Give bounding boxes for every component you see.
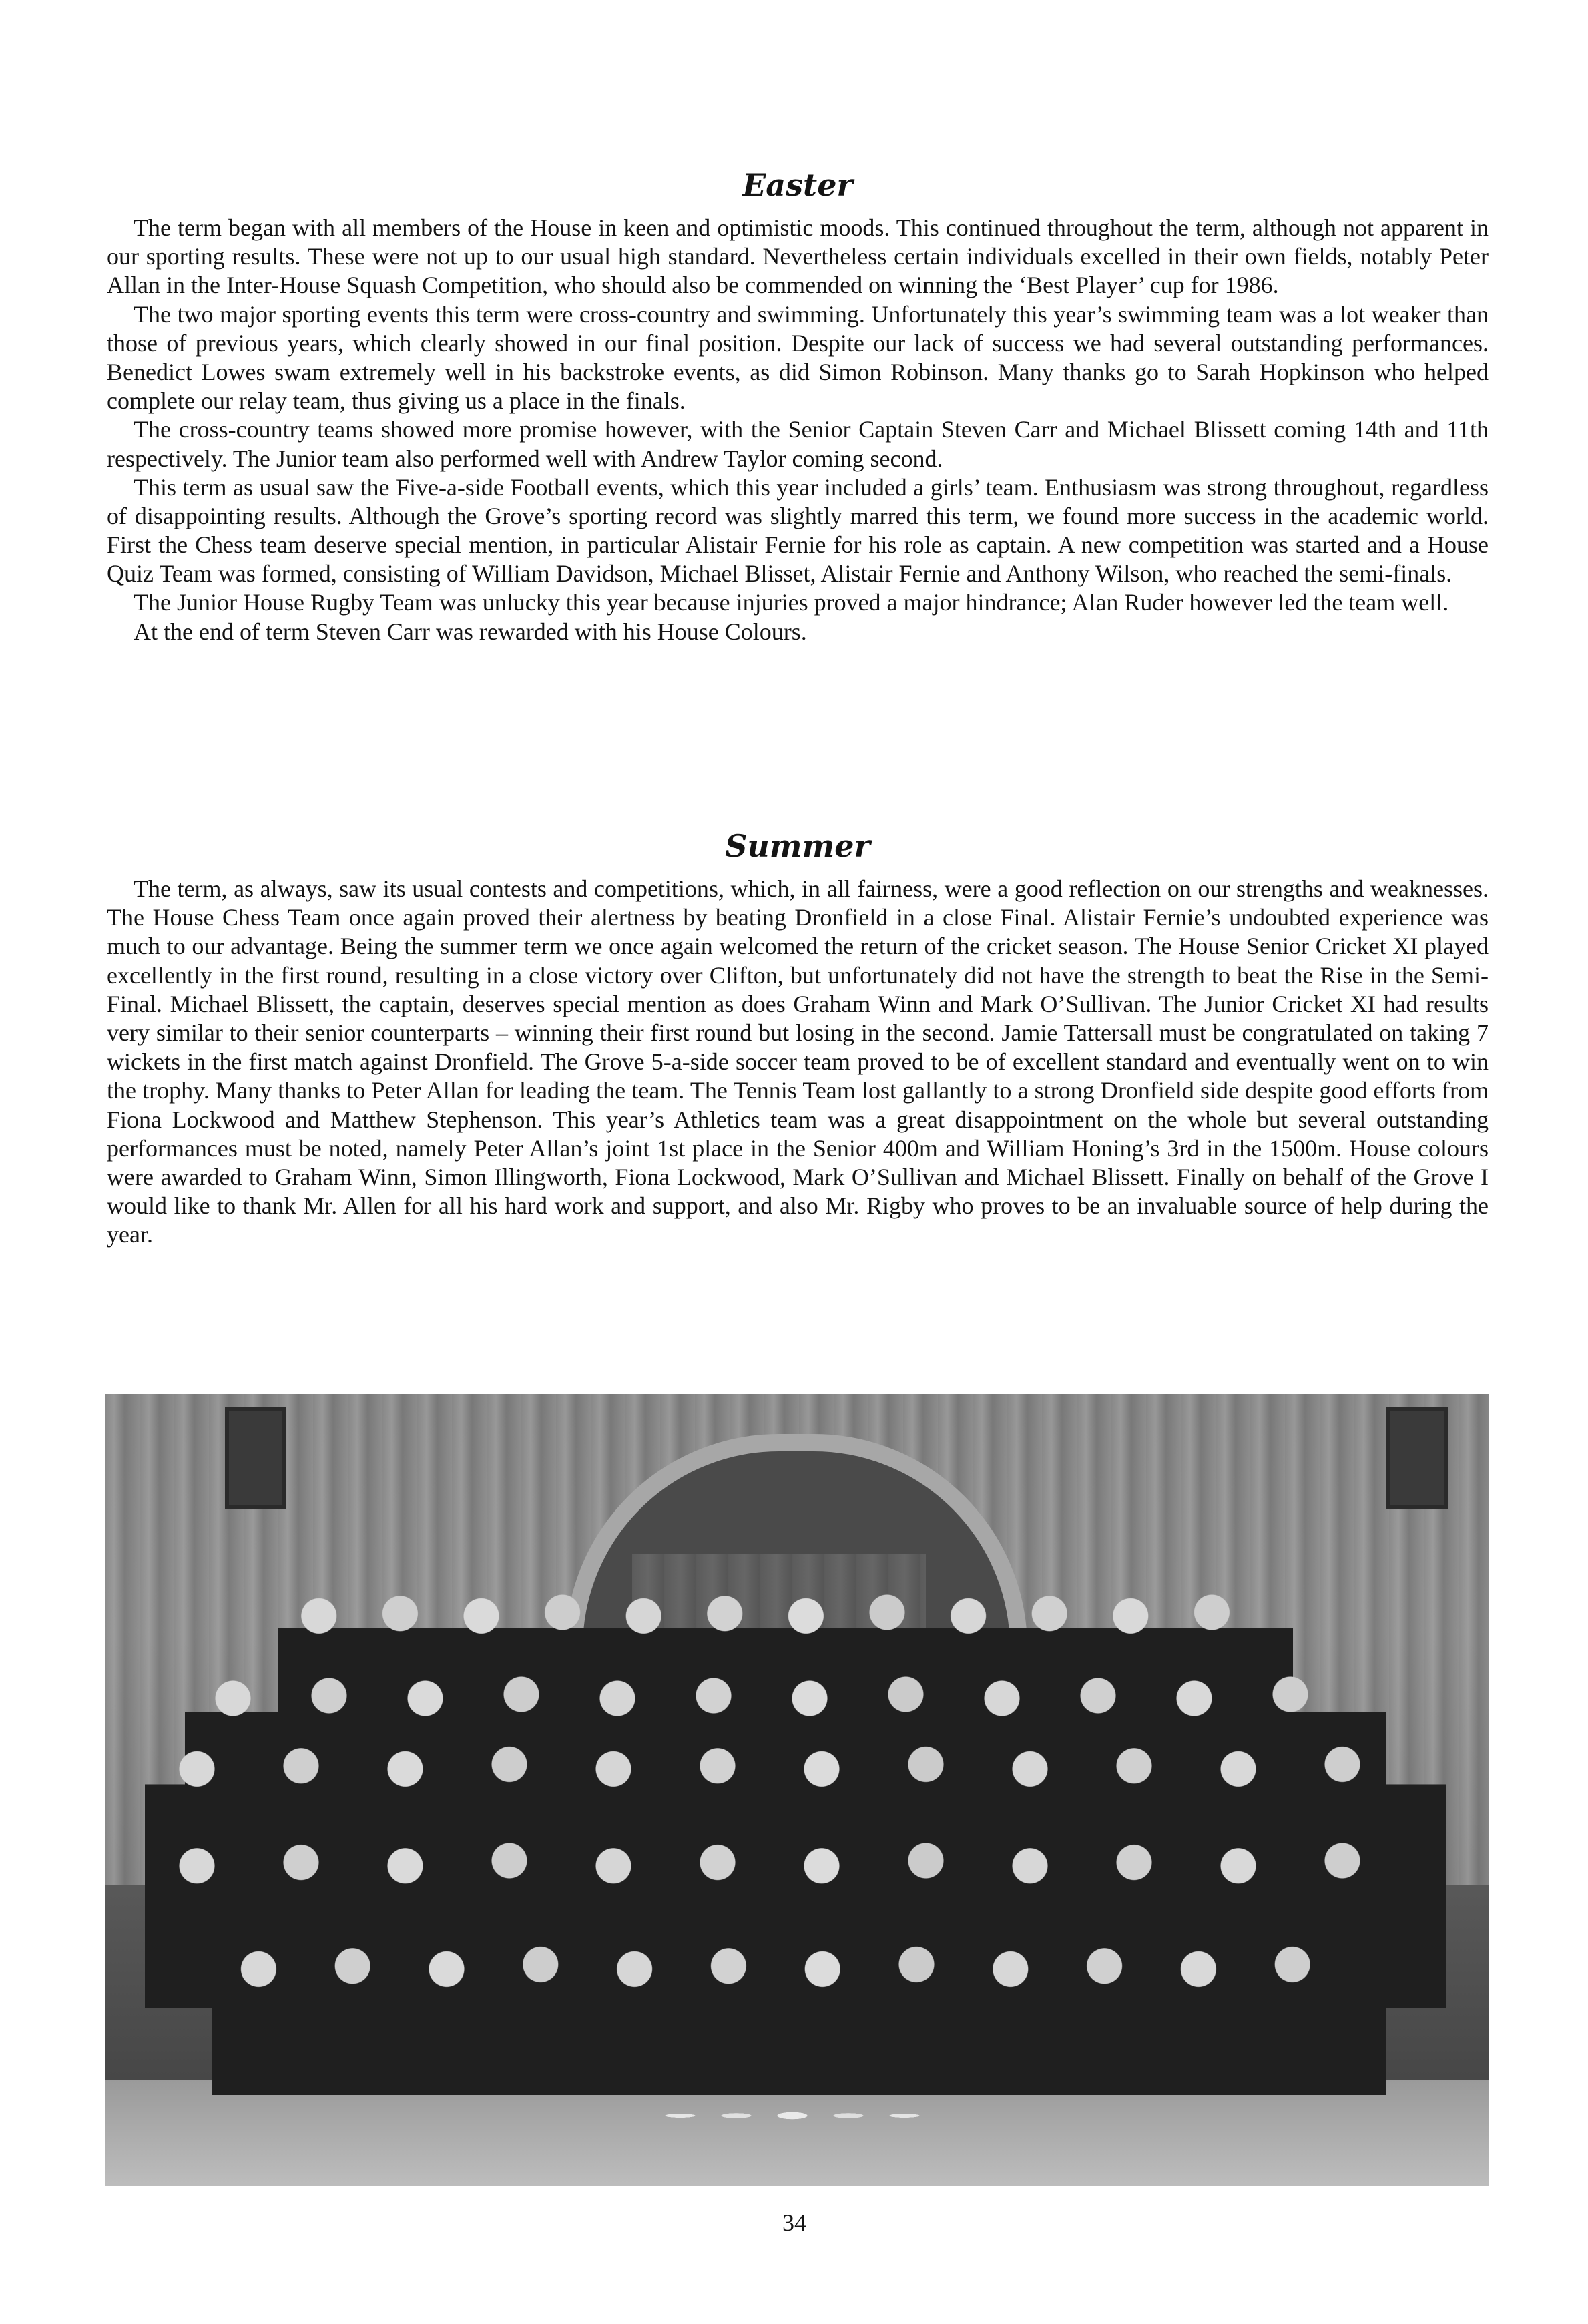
- summer-paragraph: The term, as always, saw its usual contests and competitions, which, in all fairness, were a good reflection on our strengths and weaknesses. The House Chess Team once again proved their alertness by beating Dronfield in a close Final. Alistair Fernie’s undoubted experience was much to our advantage. Being the summer term we once again welcomed the return of the cricket season. The House Senior Cricket XI played excellently in the first round, resulting in a close victory over Clifton, but unfortunately did not have the strength to beat the Rise in the Semi-Final. Michael Blissett, the captain, deserves special mention as does Graham Winn and Mark O’Sullivan. The Junior Cricket XI had results very similar to their senior counterparts – winning their first round but losing in the second. Jamie Tattersall must be congratulated on taking 7 wickets in the first match against Dronfield. The Grove 5-a-side soccer team proved to be of excellent standard and eventually went on to win the trophy. Many thanks to Peter Allan for leading the team. The Tennis Team lost gallantly to a strong Dronfield side despite good efforts from Fiona Lockwood and Matthew Stephenson. This year’s Athletics team was a great disappointment on the whole but several outstanding performances must be noted, namely Peter Allan’s joint 1st place in the Senior 400m and William Honing’s 3rd in the 1500m. House colours were awarded to Graham Winn, Simon Illingworth, Fiona Lockwood, Mark O’Sullivan and Michael Blissett. Finally on behalf of the Grove I would like to thank Mr. Allen for all his hard work and support, and also Mr. Rigby who proves to be an invaluable source of help during the year.: [107, 875, 1489, 1248]
- summer-heading: Summer: [725, 828, 870, 864]
- easter-paragraph: At the end of term Steven Carr was rewarded with his House Colours.: [134, 618, 807, 645]
- easter-paragraph: This term as usual saw the Five-a-side Football events, which this year included a girls’ team. Enthusiasm was strong throughout, regardless of disappointing results. Although the Grove’s sporting record was slightly marred this term, we found more success in the academic world. First the Chess team deserve special mention, in particular Alistair Fernie for his role as captain. A new competition was started and a House Quiz Team was formed, consisting of William Davidson, Michael Blisset, Alistair Fernie and Anthony Wilson, who reached the semi-finals.: [107, 473, 1489, 588]
- easter-paragraph: The term began with all members of the House in keen and optimistic moods. This continued throughout the term, although not apparent in our sporting results. These were not up to our usual high standard. Nevertheless certain individuals excelled in their own fields, notably Peter Allan in the Inter-House Squash Competition, who should also be commended on winning the ‘Best Player’ cup for 1986.: [107, 214, 1489, 299]
- photo-group-members: [105, 1394, 1489, 2186]
- photo-trophies: [652, 2102, 933, 2148]
- easter-section-text: [107, 214, 1489, 646]
- easter-paragraph: The two major sporting events this term were cross-country and swimming. Unfortunately this year’s swimming team was a lot weaker than those of previous years, which clearly showed in our final position. Despite our lack of success we had several outstanding performances. Benedict Lowes swam extremely well in his backstroke events, as did Simon Robinson. Many thanks go to Sarah Hopkinson who helped complete our relay team, thus giving us a place in the finals.: [107, 300, 1489, 415]
- summer-section-text: [107, 875, 1489, 1249]
- easter-paragraph: The cross-country teams showed more promise however, with the Senior Captain Steven Carr and Michael Blissett coming 14th and 11th respectively. The Junior team also performed well with Andrew Taylor coming second.: [107, 416, 1489, 472]
- easter-heading: Easter: [742, 167, 853, 203]
- house-group-photo: [105, 1394, 1489, 2186]
- photo-row-front: [212, 1941, 1386, 2095]
- page-number: 34: [782, 2209, 806, 2236]
- easter-paragraph: The Junior House Rugby Team was unlucky this year because injuries proved a major hindrance; Alan Ruder however led the team well.: [134, 589, 1449, 616]
